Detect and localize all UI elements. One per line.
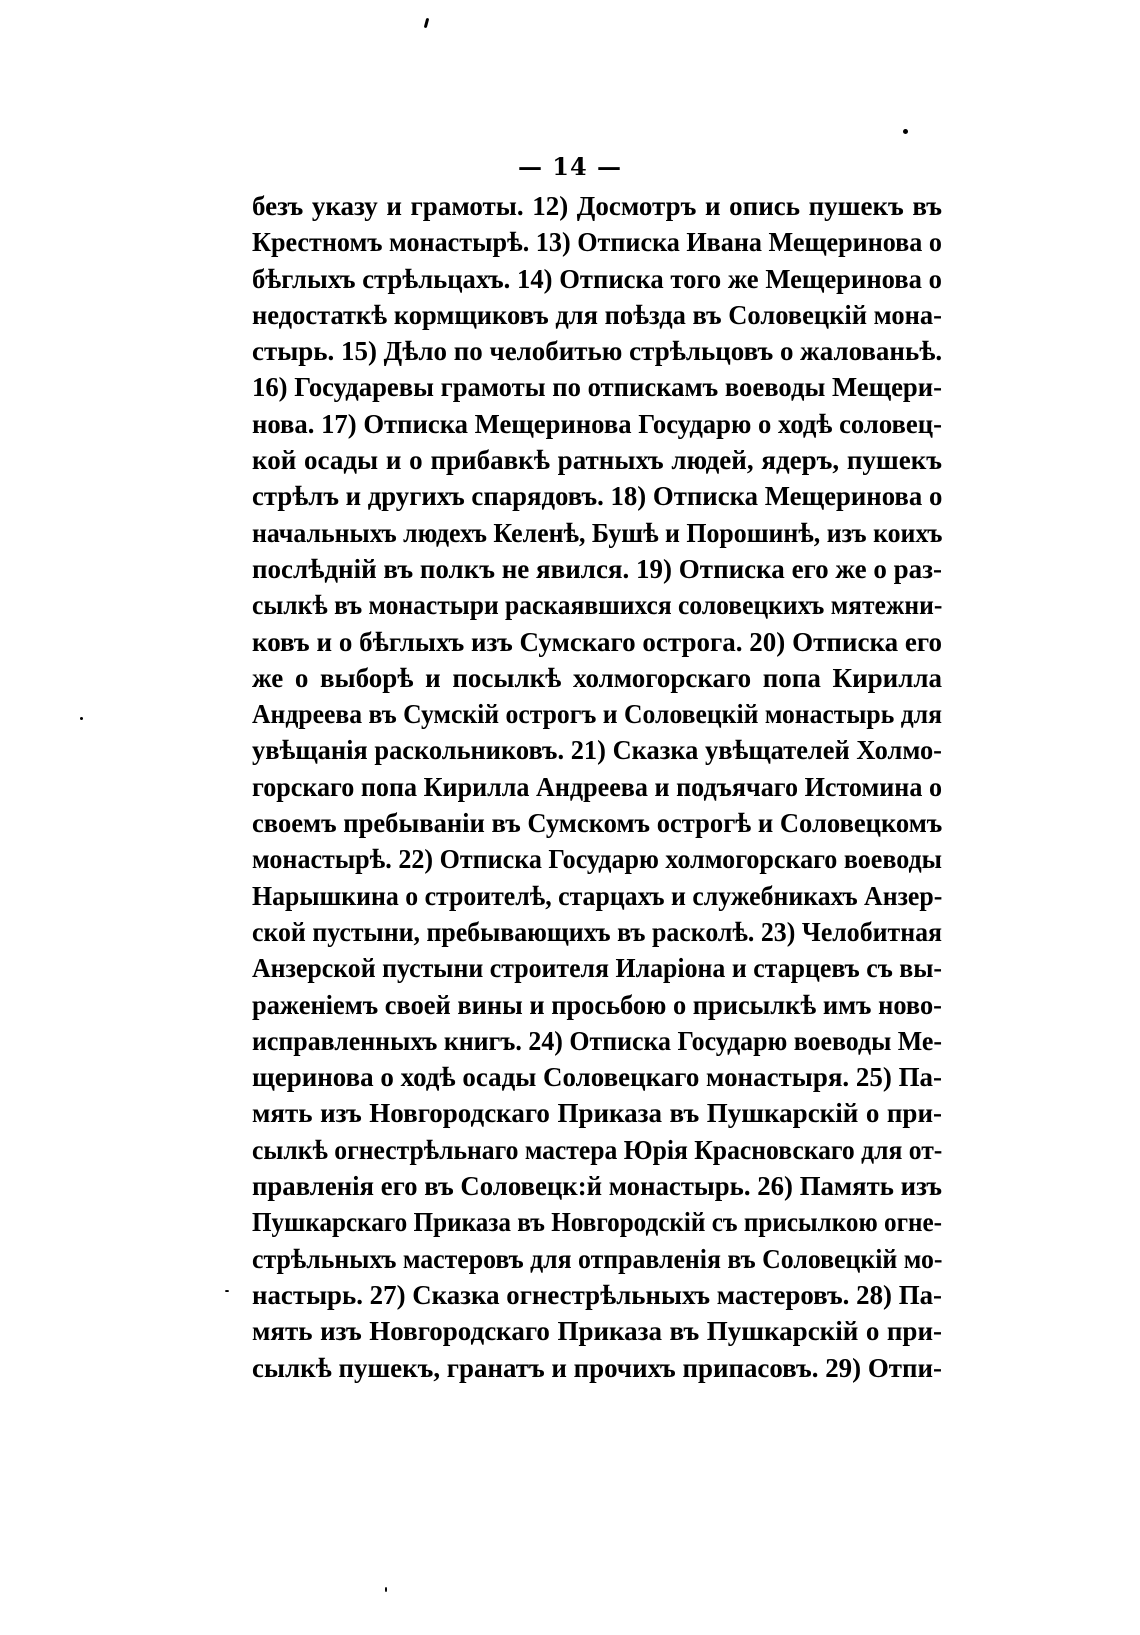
text-line: своемъ пребываніи въ Сумскомъ острогѣ и Соловецкомъ [252,808,943,839]
text-line: настырь. 27) Сказка огнестрѣльныхъ мастеровъ. 28) Па- [252,1279,943,1310]
text-line: стрѣльныхъ мастеровъ для отправленія въ Соловецкій мо- [252,1243,943,1274]
text-line: Андреева въ Сумскій острогъ и Соловецкій монастырь для [252,699,942,730]
text-line: сылкѣ въ монастыри раскаявшихся соловецкихъ мятежни- [252,590,943,621]
text-line: же о выборѣ и посылкѣ холмогорскаго попа Кирилла [252,662,942,693]
text-line: Нарышкина о строителѣ, старцахъ и служебникахъ Анзер- [252,880,943,911]
text-line: исправленныхъ книгъ. 24) Отписка Государю воеводы Ме- [252,1025,942,1056]
scan-speck [385,1587,387,1592]
text-line: сылкѣ огнестрѣльнаго мастера Юрія Красновскаго для от- [252,1134,943,1165]
scan-speck [903,129,908,134]
text-line: раженіемъ своей вины и просьбою о присылкѣ имъ ново- [252,989,942,1020]
text-line: увѣщанія раскольниковъ. 21) Сказка увѣщателей Холмо- [252,735,942,766]
text-line: бѣглыхъ стрѣльцахъ. 14) Отписка того же Мещеринова о [252,263,942,294]
text-line: мять изъ Новгородскаго Приказа въ Пушкарскій о при- [252,1316,942,1347]
scan-speck [225,1290,229,1292]
text-line: 16) Государевы грамоты по отпискамъ воеводы Мещери- [252,372,942,403]
text-line: нова. 17) Отписка Мещеринова Государю о ходѣ соловец- [252,408,942,439]
text-line: ской пустыни, пребывающихъ въ расколѣ. 23) Челобитная [252,916,942,947]
text-line: щеринова о ходѣ осады Соловецкаго монастыря. 25) Па- [252,1062,943,1093]
text-line: горскаго попа Кирилла Андреева и подъячаго Истомина о [252,771,943,802]
text-line: начальныхъ людехъ Келенѣ, Бушѣ и Порошинѣ, изъ коихъ [252,517,943,548]
scan-speck [80,717,83,720]
text-line: послѣдній въ полкъ не явился. 19) Отписка его же о раз- [252,553,942,584]
text-line: правленія его въ Соловецк:й монастырь. 26) Память изъ [252,1171,943,1202]
text-line: Анзерской пустыни строителя Иларіона и старцевъ съ вы- [252,953,942,984]
text-line: недостаткѣ кормщиковъ для поѣзда въ Соловецкій мона- [252,299,942,330]
text-line: кой осады и о прибавкѣ ратныхъ людей, ядеръ, пушекъ [252,445,942,476]
text-line: Пушкарскаго Приказа въ Новгородскій съ присылкою огне- [252,1207,943,1238]
text-line: стрѣлъ и другихъ спарядовъ. 18) Отписка Мещеринова о [252,481,943,512]
page-number: — 14 — [517,152,623,181]
text-line: стырь. 15) Дѣло по челобитью стрѣльцовъ о жалованьѣ. [252,336,943,367]
scan-speck [424,18,429,28]
text-line: безъ указу и грамоты. 12) Досмотръ и опись пушекъ въ [252,191,942,221]
text-line: ковъ и о бѣглыхъ изъ Сумскаго острога. 20) Отписка его [252,626,942,657]
text-line: мять изъ Новгородскаго Приказа въ Пушкарскій о при- [252,1098,942,1129]
body-text [252,188,942,1386]
text-line: монастырѣ. 22) Отписка Государю холмогорскаго воеводы [252,844,943,875]
text-line: сылкѣ пушекъ, гранатъ и прочихъ припасовъ. 29) Отпи- [252,1352,942,1383]
text-line: Крестномъ монастырѣ. 13) Отписка Ивана Мещеринова о [252,227,942,258]
